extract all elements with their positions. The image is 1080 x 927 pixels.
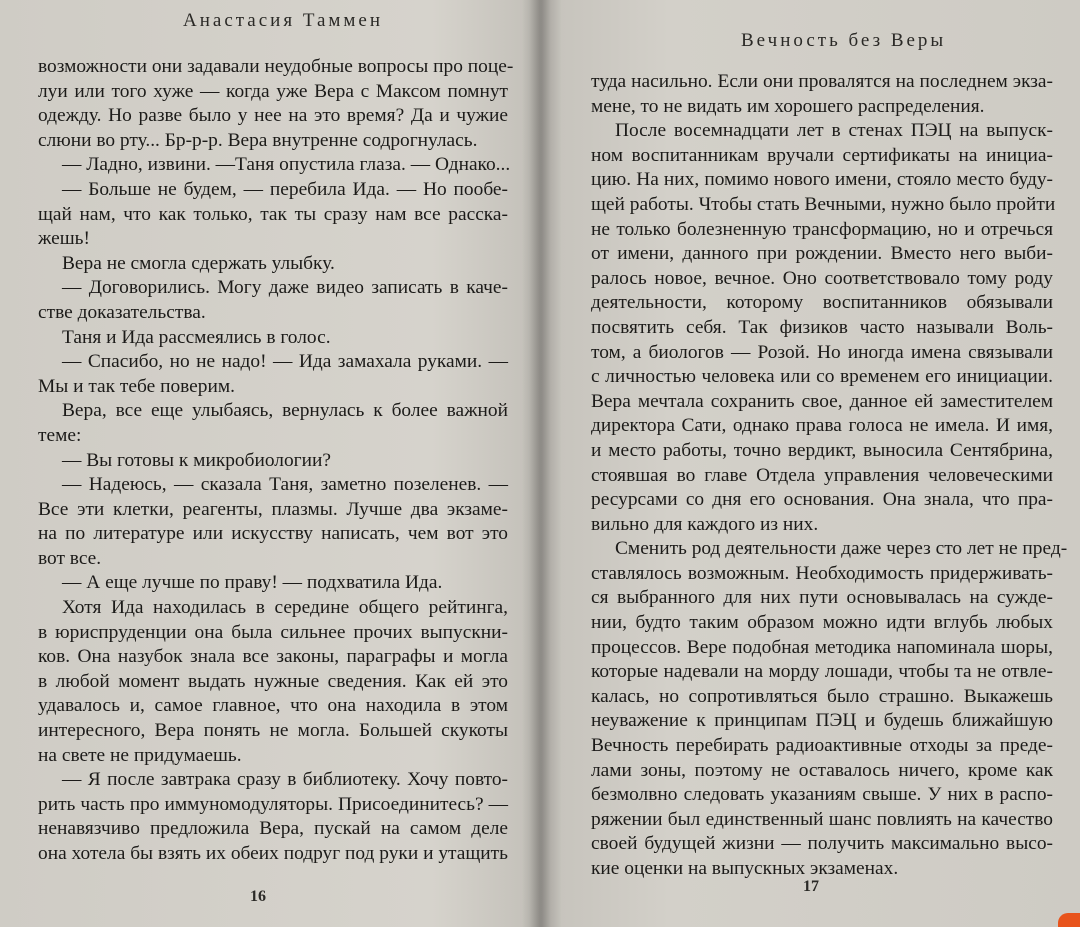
text-line: щей работы. Чтобы стать Вечными, нужно было пройти [591, 193, 1056, 215]
text-line: После восемнадцати лет в стенах ПЭЦ на выпуск- [615, 120, 1053, 142]
text-line: ряжении был единственный шанс повлиять на качество [591, 808, 1053, 830]
text-line: ков. Она назубок знала все законы, параграфы и могла [38, 646, 508, 668]
text-line: — Надеюсь, — сказала Таня, заметно позеленев. — [62, 474, 508, 496]
text-line: кие оценки на выпускных экзаменах. [591, 858, 899, 879]
text-line: жешь! [38, 228, 90, 250]
text-line: директора Сати, однако права голоса не имела. И имя, [591, 415, 1053, 437]
text-line: — Я после завтрака сразу в библиотеку. Хочу повто- [62, 769, 508, 791]
text-line: вильно для каждого из них. [591, 513, 819, 535]
right-page-text [591, 70, 1068, 882]
text-line: которые надевали на морду лошади, чтобы та не отвле- [591, 661, 1053, 683]
text-line: одежду. Но разве было у нее на это время? Да и чужие [38, 105, 508, 127]
text-line: рить часть про иммуномодуляторы. Присоединитесь? — [38, 793, 508, 815]
text-line: посвятить себя. Так физиков часто называли Воль- [591, 316, 1053, 338]
text-line: — Ладно, извини. —Таня опустила глаза. — Однако... [62, 154, 511, 176]
text-line: слюни во рту... Бр-р-р. Вера внутренне содрогнулась. [38, 129, 478, 151]
page-number-left: 16 [250, 888, 266, 905]
text-line: вот все. [38, 547, 102, 569]
text-line: Хотя Ида находилась в середине общего рейтинга, [62, 597, 508, 619]
text-line: ненавязчиво предложила Вера, пускай на самом деле [38, 818, 508, 840]
text-line: ся выбранного для них пути основывалась на сужде- [591, 587, 1053, 609]
text-line: щай нам, что как только, так ты сразу нам все расска- [38, 203, 508, 225]
text-line: на по литературе или искусству написать, чем вот это [38, 523, 508, 545]
text-line: лами зоны, поэтому не оставалось ничего, кроме как [591, 759, 1053, 781]
running-head-author: Анастасия Таммен [183, 10, 384, 31]
text-line: — А еще лучше по праву! — подхватила Ида. [62, 572, 443, 594]
text-line: ставлялось возможным. Необходимость придерживать- [591, 562, 1053, 584]
text-line: — Договорились. Могу даже видео записать в каче- [62, 277, 508, 299]
text-line: она хотела бы взять их обеих подруг под руки и утащить [38, 843, 508, 864]
text-line: с личностью человека или со временем его инициации. [591, 366, 1053, 388]
text-line: возможности они задавали неудобные вопросы про поце- [38, 56, 514, 77]
text-line: в юриспруденции она была сильнее прочих выпускни- [38, 621, 508, 643]
text-line: Вера мечтала сохранить свое, данное ей заместителем [591, 390, 1053, 412]
text-line: туда насильно. Если они провалятся на последнем экза- [591, 71, 1053, 92]
text-line: и место работы, точно вердикт, выносила Сентябрина, [591, 439, 1053, 461]
text-line: своей будущей жизни — получить максимально высо- [591, 833, 1053, 855]
text-line: теме: [38, 424, 82, 446]
text-line: удавалось и, самое главное, что она находила в этом [38, 695, 508, 717]
text-line: — Вы готовы к микробиологии? [62, 449, 331, 471]
left-page-text [38, 55, 514, 867]
text-line: цию. На них, помимо нового имени, стояло место буду- [591, 169, 1053, 191]
text-line: — Спасибо, но не надо! — Ида замахала руками. — [62, 351, 508, 373]
text-line: неуважение к принципам ПЭЦ и будешь ближайшую [591, 710, 1053, 732]
text-line: луи или того хуже — когда уже Вера с Максом помнут [38, 80, 508, 102]
text-line: Вера, все еще улыбаясь, вернулась к более важной [62, 400, 508, 422]
text-line: калась, но сопротивляться было страшно. Выкажешь [591, 685, 1053, 707]
corner-logo-mark [1058, 913, 1080, 927]
text-line: в любой момент выдать нужные сведения. Как ей это [38, 670, 508, 692]
text-line: Все эти клетки, реагенты, плазмы. Лучше два экзаме- [38, 498, 508, 520]
text-line: безмолвно следовать указаниям свыше. У них в распо- [591, 784, 1053, 806]
text-line: ном воспитанникам вручали сертификаты на инициа- [591, 144, 1053, 166]
text-line: стве доказательства. [38, 301, 206, 323]
page-number-right: 17 [803, 878, 819, 895]
text-line: том, а биологов — Розой. Но иногда имена связывали [591, 341, 1053, 363]
text-line: ресурсами со дня его основания. Она знала, что пра- [591, 489, 1053, 511]
text-line: процессов. Вере подобная методика напоминала шоры, [591, 636, 1053, 658]
text-line: стоявшая во главе Отдела управления человеческими [591, 464, 1053, 486]
text-line: нии, будто таким образом можно идти вглубь любых [591, 612, 1053, 634]
text-line: Вера не смогла сдержать улыбку. [62, 252, 335, 274]
right-page [545, 0, 1080, 927]
text-line: на свете не придумаешь. [38, 744, 242, 766]
text-line: деятельности, которому воспитанников обязывали [591, 292, 1053, 314]
running-head-title: Вечность без Веры [741, 30, 947, 51]
text-line: не только болезненную трансформацию, но и отречься [591, 218, 1053, 240]
left-page [0, 0, 535, 927]
text-line: мене, то не видать им хорошего распределения. [591, 95, 985, 117]
text-line: Мы и так тебе поверим. [38, 375, 235, 397]
text-line: интересного, Вера понять не могла. Большей скукоты [38, 720, 508, 742]
text-line: Сменить род деятельности даже через сто лет не пред- [615, 538, 1068, 560]
text-line: ралось новое, вечное. Оно соответствовало тому роду [591, 267, 1053, 289]
text-line: — Больше не будем, — перебила Ида. — Но пообе- [62, 178, 508, 200]
text-line: Таня и Ида рассмеялись в голос. [62, 326, 331, 348]
text-line: от имени, данного при рождении. Вместо него выби- [591, 243, 1053, 265]
text-line: Вечность перебирать радиоактивные отходы за преде- [591, 735, 1053, 757]
